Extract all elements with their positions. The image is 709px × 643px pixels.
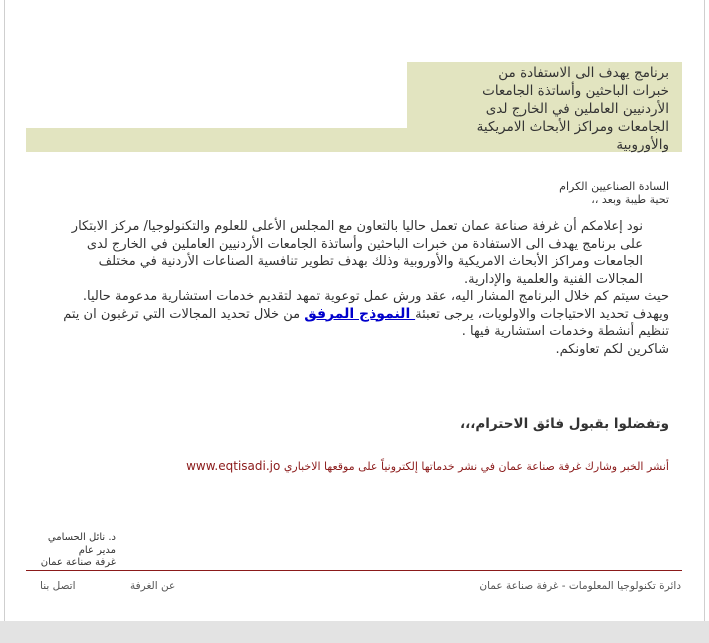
paragraph-form-end: من خلال تحديد المجالات التي ترغبون ان يتم تنظيم أنشطة وخدمات استشارية فيها . <box>63 306 669 339</box>
paragraph-thanks: شاكرين لكم تعاونكم. <box>555 341 669 357</box>
bottom-background <box>0 621 709 643</box>
signatory-title: مدير عام <box>78 544 116 556</box>
contact-us-link[interactable]: اتصل بنا <box>40 580 76 592</box>
salutation: السادة الصناعيين الكرام <box>559 180 669 193</box>
banner-line: والأوروبية <box>616 137 669 153</box>
regards: تحية طيبة وبعد ،، <box>591 193 669 206</box>
paragraph-workshops: حيث سيتم كم خلال البرنامج المشار اليه، عقد ورش عمل توعوية تمهد لتقديم خدمات استشارية مدعومة حاليا. <box>82 289 669 304</box>
signatory-name: د. نائل الحسامي <box>47 532 116 543</box>
share-text: أنشر الخبر وشارك غرفة صناعة عمان في نشر خدماتها إلكترونياً على موقعها الاخباري <box>280 460 669 473</box>
signature <box>18 532 116 570</box>
banner-line: برنامج يهدف الى الاستفادة من <box>498 65 669 81</box>
banner-line: خبرات الباحثين وأساتذة الجامعات <box>482 83 669 99</box>
paragraph-form-start: ويهدف تحديد الاحتياجات والاولويات، يرجى تعبئة <box>415 306 669 322</box>
banner-line: الجامعات ومراكز الأبحاث الامريكية <box>476 119 669 135</box>
signatory-org: غرفة صناعة عمان <box>40 557 116 568</box>
footer-divider <box>26 570 682 571</box>
message-body <box>50 218 669 358</box>
banner-text <box>419 64 669 154</box>
paragraph-form <box>50 306 669 341</box>
about-chamber-link[interactable]: عن الغرفة <box>130 580 176 592</box>
attached-form-link[interactable]: النموذج المرفق <box>304 305 416 322</box>
share-line <box>109 459 669 473</box>
paragraph-intro: نود إعلامكم أن غرفة صناعة عمان تعمل حاليا بالتعاون مع المجلس الأعلى للعلوم والتكنولوجيا/ مركز الابتكار على برنامج يهدف الى الاستفادة من خبرات الباحثين وأساتذة الجامعات الأردنيين العاملين في الخارج لدى الجامعات ومراكز الأبحاث الامريكية والأوروبية وذلك بهدف تطوير تنافسية الصناعات الأردنية في مختلف المجالات الفنية والعلمية والإدارية. <box>71 219 643 287</box>
banner-line: الأردنيين العاملين في الخارج لدى <box>485 101 669 117</box>
greeting <box>269 180 669 206</box>
closing-line: وتفضلوا بقبول فائق الاحترام،،، <box>459 416 669 432</box>
news-site-link[interactable]: www.eqtisadi.jo <box>186 459 281 473</box>
footer-department: دائرة تكنولوجيا المعلومات - غرفة صناعة عمان <box>479 580 681 592</box>
